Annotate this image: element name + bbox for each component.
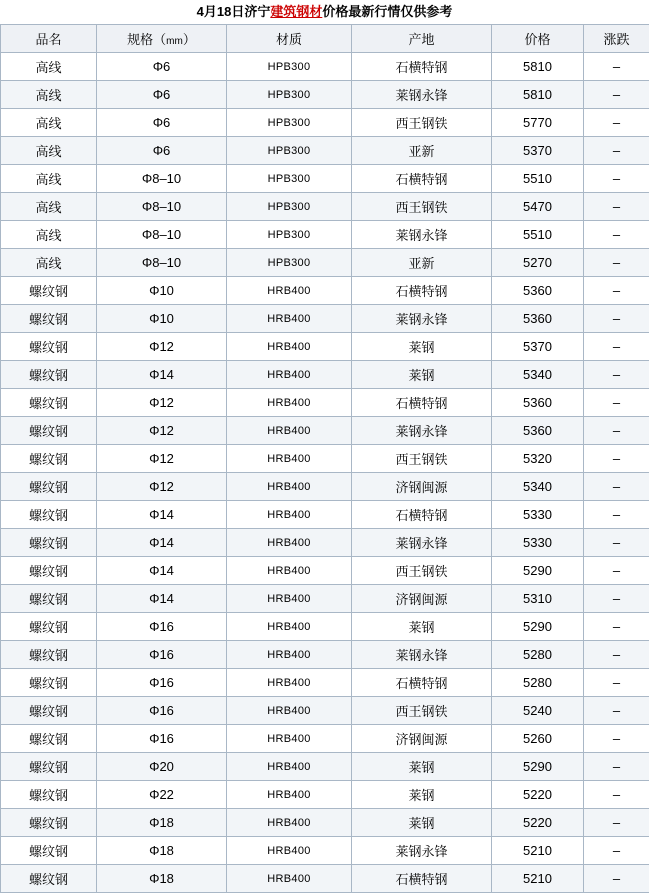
cell-material: HRB400 <box>227 445 352 473</box>
cell-product-name: 螺纹钢 <box>1 305 97 333</box>
cell-product-name: 螺纹钢 <box>1 585 97 613</box>
cell-origin: 石横特钢 <box>352 53 492 81</box>
cell-price: 5360 <box>492 305 584 333</box>
cell-price: 5290 <box>492 753 584 781</box>
table-header-row <box>1 25 649 53</box>
spec-label-tail: ） <box>183 32 196 47</box>
cell-specification: Φ22 <box>97 781 227 809</box>
cell-change: – <box>584 81 649 109</box>
cell-product-name: 高线 <box>1 109 97 137</box>
cell-change: – <box>584 417 649 445</box>
cell-specification: Φ18 <box>97 865 227 893</box>
cell-price: 5280 <box>492 669 584 697</box>
cell-specification: Φ12 <box>97 445 227 473</box>
table-row <box>1 221 649 249</box>
table-row <box>1 81 649 109</box>
cell-material: HRB400 <box>227 361 352 389</box>
cell-change: – <box>584 613 649 641</box>
table-header <box>1 25 649 53</box>
cell-change: – <box>584 725 649 753</box>
page-title-prefix: 4月18日济宁 <box>197 4 271 19</box>
cell-product-name: 螺纹钢 <box>1 725 97 753</box>
cell-origin: 莱钢 <box>352 613 492 641</box>
cell-price: 5290 <box>492 557 584 585</box>
cell-origin: 莱钢 <box>352 333 492 361</box>
cell-material: HRB400 <box>227 865 352 893</box>
cell-origin: 莱钢永锋 <box>352 837 492 865</box>
cell-product-name: 螺纹钢 <box>1 781 97 809</box>
cell-price: 5470 <box>492 193 584 221</box>
cell-change: – <box>584 473 649 501</box>
column-header-material: 材质 <box>227 25 352 53</box>
cell-change: – <box>584 333 649 361</box>
cell-price: 5210 <box>492 865 584 893</box>
cell-price: 5320 <box>492 445 584 473</box>
cell-material: HRB400 <box>227 753 352 781</box>
cell-specification: Φ14 <box>97 557 227 585</box>
cell-material: HRB400 <box>227 725 352 753</box>
spec-label: 规格（ <box>127 32 166 47</box>
cell-price: 5370 <box>492 333 584 361</box>
cell-change: – <box>584 445 649 473</box>
cell-change: – <box>584 585 649 613</box>
cell-origin: 西王钢铁 <box>352 445 492 473</box>
cell-change: – <box>584 137 649 165</box>
cell-origin: 莱钢永锋 <box>352 529 492 557</box>
table-row <box>1 613 649 641</box>
cell-change: – <box>584 109 649 137</box>
cell-origin: 石横特钢 <box>352 501 492 529</box>
cell-product-name: 螺纹钢 <box>1 613 97 641</box>
cell-change: – <box>584 165 649 193</box>
cell-change: – <box>584 753 649 781</box>
cell-material: HRB400 <box>227 781 352 809</box>
cell-product-name: 高线 <box>1 137 97 165</box>
cell-material: HRB400 <box>227 557 352 585</box>
cell-product-name: 螺纹钢 <box>1 445 97 473</box>
cell-price: 5510 <box>492 221 584 249</box>
cell-material: HRB400 <box>227 389 352 417</box>
cell-specification: Φ16 <box>97 725 227 753</box>
table-row <box>1 725 649 753</box>
cell-product-name: 螺纹钢 <box>1 669 97 697</box>
cell-specification: Φ14 <box>97 361 227 389</box>
table-row <box>1 557 649 585</box>
table-row <box>1 865 649 893</box>
cell-material: HRB400 <box>227 613 352 641</box>
cell-material: HRB400 <box>227 277 352 305</box>
cell-origin: 济钢闽源 <box>352 585 492 613</box>
cell-material: HRB400 <box>227 585 352 613</box>
cell-material: HRB400 <box>227 697 352 725</box>
table-row <box>1 501 649 529</box>
column-header-origin: 产地 <box>352 25 492 53</box>
cell-change: – <box>584 193 649 221</box>
cell-specification: Φ6 <box>97 53 227 81</box>
column-header-change: 涨跌 <box>584 25 649 53</box>
cell-specification: Φ20 <box>97 753 227 781</box>
cell-origin: 西王钢铁 <box>352 697 492 725</box>
cell-product-name: 螺纹钢 <box>1 529 97 557</box>
cell-product-name: 高线 <box>1 221 97 249</box>
cell-product-name: 高线 <box>1 249 97 277</box>
cell-price: 5280 <box>492 641 584 669</box>
cell-product-name: 螺纹钢 <box>1 865 97 893</box>
cell-change: – <box>584 697 649 725</box>
cell-product-name: 螺纹钢 <box>1 837 97 865</box>
table-row <box>1 137 649 165</box>
cell-price: 5330 <box>492 529 584 557</box>
cell-origin: 亚新 <box>352 249 492 277</box>
table-row <box>1 333 649 361</box>
cell-origin: 莱钢永锋 <box>352 305 492 333</box>
cell-price: 5240 <box>492 697 584 725</box>
cell-change: – <box>584 781 649 809</box>
cell-price: 5340 <box>492 361 584 389</box>
cell-change: – <box>584 809 649 837</box>
cell-material: HPB300 <box>227 137 352 165</box>
table-row <box>1 669 649 697</box>
cell-product-name: 螺纹钢 <box>1 473 97 501</box>
cell-material: HRB400 <box>227 333 352 361</box>
cell-material: HPB300 <box>227 221 352 249</box>
cell-material: HRB400 <box>227 501 352 529</box>
cell-specification: Φ14 <box>97 585 227 613</box>
cell-change: – <box>584 529 649 557</box>
table-row <box>1 697 649 725</box>
cell-origin: 亚新 <box>352 137 492 165</box>
cell-price: 5220 <box>492 781 584 809</box>
cell-material: HRB400 <box>227 473 352 501</box>
table-row <box>1 417 649 445</box>
cell-origin: 石横特钢 <box>352 277 492 305</box>
cell-price: 5210 <box>492 837 584 865</box>
table-body <box>1 53 649 893</box>
cell-material: HPB300 <box>227 249 352 277</box>
cell-origin: 莱钢永锋 <box>352 417 492 445</box>
table-row <box>1 277 649 305</box>
cell-price: 5330 <box>492 501 584 529</box>
cell-specification: Φ8–10 <box>97 165 227 193</box>
cell-material: HRB400 <box>227 669 352 697</box>
cell-origin: 石横特钢 <box>352 865 492 893</box>
cell-material: HRB400 <box>227 529 352 557</box>
cell-origin: 济钢闽源 <box>352 473 492 501</box>
cell-specification: Φ10 <box>97 277 227 305</box>
cell-origin: 莱钢永锋 <box>352 81 492 109</box>
cell-origin: 济钢闽源 <box>352 725 492 753</box>
cell-price: 5270 <box>492 249 584 277</box>
cell-specification: Φ12 <box>97 417 227 445</box>
table-row <box>1 361 649 389</box>
cell-specification: Φ6 <box>97 81 227 109</box>
cell-product-name: 高线 <box>1 81 97 109</box>
cell-origin: 石横特钢 <box>352 389 492 417</box>
cell-specification: Φ12 <box>97 333 227 361</box>
cell-product-name: 螺纹钢 <box>1 333 97 361</box>
cell-price: 5810 <box>492 81 584 109</box>
table-row <box>1 109 649 137</box>
cell-product-name: 螺纹钢 <box>1 809 97 837</box>
cell-change: – <box>584 837 649 865</box>
cell-change: – <box>584 669 649 697</box>
table-row <box>1 305 649 333</box>
cell-price: 5810 <box>492 53 584 81</box>
cell-material: HRB400 <box>227 837 352 865</box>
cell-product-name: 螺纹钢 <box>1 501 97 529</box>
cell-specification: Φ8–10 <box>97 193 227 221</box>
table-row <box>1 781 649 809</box>
cell-specification: Φ6 <box>97 137 227 165</box>
cell-origin: 西王钢铁 <box>352 109 492 137</box>
cell-specification: Φ18 <box>97 837 227 865</box>
cell-specification: Φ8–10 <box>97 249 227 277</box>
cell-specification: Φ8–10 <box>97 221 227 249</box>
price-table <box>0 24 649 893</box>
cell-product-name: 螺纹钢 <box>1 389 97 417</box>
cell-product-name: 螺纹钢 <box>1 641 97 669</box>
cell-origin: 石横特钢 <box>352 669 492 697</box>
table-row <box>1 473 649 501</box>
cell-change: – <box>584 501 649 529</box>
cell-product-name: 螺纹钢 <box>1 277 97 305</box>
cell-price: 5290 <box>492 613 584 641</box>
cell-specification: Φ18 <box>97 809 227 837</box>
cell-specification: Φ14 <box>97 529 227 557</box>
cell-material: HRB400 <box>227 641 352 669</box>
cell-specification: Φ16 <box>97 669 227 697</box>
cell-change: – <box>584 641 649 669</box>
table-row <box>1 809 649 837</box>
cell-material: HPB300 <box>227 109 352 137</box>
cell-price: 5310 <box>492 585 584 613</box>
cell-price: 5360 <box>492 389 584 417</box>
cell-change: – <box>584 305 649 333</box>
cell-origin: 莱钢永锋 <box>352 641 492 669</box>
cell-origin: 莱钢 <box>352 753 492 781</box>
cell-product-name: 高线 <box>1 193 97 221</box>
cell-price: 5260 <box>492 725 584 753</box>
table-row <box>1 529 649 557</box>
cell-specification: Φ16 <box>97 697 227 725</box>
cell-origin: 西王钢铁 <box>352 193 492 221</box>
column-header-name: 品名 <box>1 25 97 53</box>
cell-material: HRB400 <box>227 305 352 333</box>
cell-product-name: 螺纹钢 <box>1 753 97 781</box>
cell-change: – <box>584 277 649 305</box>
cell-material: HRB400 <box>227 417 352 445</box>
cell-specification: Φ16 <box>97 641 227 669</box>
cell-specification: Φ10 <box>97 305 227 333</box>
cell-change: – <box>584 389 649 417</box>
table-row <box>1 165 649 193</box>
cell-material: HPB300 <box>227 165 352 193</box>
cell-material: HPB300 <box>227 81 352 109</box>
page-title-suffix: 价格最新行情仅供参考 <box>322 4 452 19</box>
cell-material: HRB400 <box>227 809 352 837</box>
cell-product-name: 螺纹钢 <box>1 557 97 585</box>
table-row <box>1 389 649 417</box>
cell-origin: 莱钢 <box>352 361 492 389</box>
cell-change: – <box>584 557 649 585</box>
column-header-price: 价格 <box>492 25 584 53</box>
cell-price: 5220 <box>492 809 584 837</box>
table-row <box>1 193 649 221</box>
cell-change: – <box>584 361 649 389</box>
cell-product-name: 高线 <box>1 53 97 81</box>
cell-product-name: 螺纹钢 <box>1 417 97 445</box>
cell-material: HPB300 <box>227 193 352 221</box>
cell-price: 5340 <box>492 473 584 501</box>
cell-origin: 西王钢铁 <box>352 557 492 585</box>
cell-specification: Φ6 <box>97 109 227 137</box>
cell-price: 5770 <box>492 109 584 137</box>
cell-change: – <box>584 53 649 81</box>
building-steel-link[interactable]: 建筑钢材 <box>270 4 322 19</box>
cell-origin: 石横特钢 <box>352 165 492 193</box>
cell-price: 5510 <box>492 165 584 193</box>
cell-origin: 莱钢 <box>352 781 492 809</box>
cell-product-name: 高线 <box>1 165 97 193</box>
cell-origin: 莱钢永锋 <box>352 221 492 249</box>
table-row <box>1 837 649 865</box>
cell-material: HPB300 <box>227 53 352 81</box>
cell-origin: 莱钢 <box>352 809 492 837</box>
cell-specification: Φ12 <box>97 473 227 501</box>
table-row <box>1 585 649 613</box>
column-header-spec <box>97 25 227 53</box>
table-row <box>1 641 649 669</box>
cell-price: 5360 <box>492 277 584 305</box>
cell-product-name: 螺纹钢 <box>1 697 97 725</box>
cell-specification: Φ12 <box>97 389 227 417</box>
cell-change: – <box>584 865 649 893</box>
cell-price: 5360 <box>492 417 584 445</box>
cell-price: 5370 <box>492 137 584 165</box>
spec-unit: mm <box>166 36 183 47</box>
cell-specification: Φ14 <box>97 501 227 529</box>
table-row <box>1 445 649 473</box>
cell-specification: Φ16 <box>97 613 227 641</box>
table-row <box>1 53 649 81</box>
page-title <box>0 0 649 24</box>
table-row <box>1 249 649 277</box>
table-row <box>1 753 649 781</box>
cell-change: – <box>584 221 649 249</box>
cell-change: – <box>584 249 649 277</box>
cell-product-name: 螺纹钢 <box>1 361 97 389</box>
